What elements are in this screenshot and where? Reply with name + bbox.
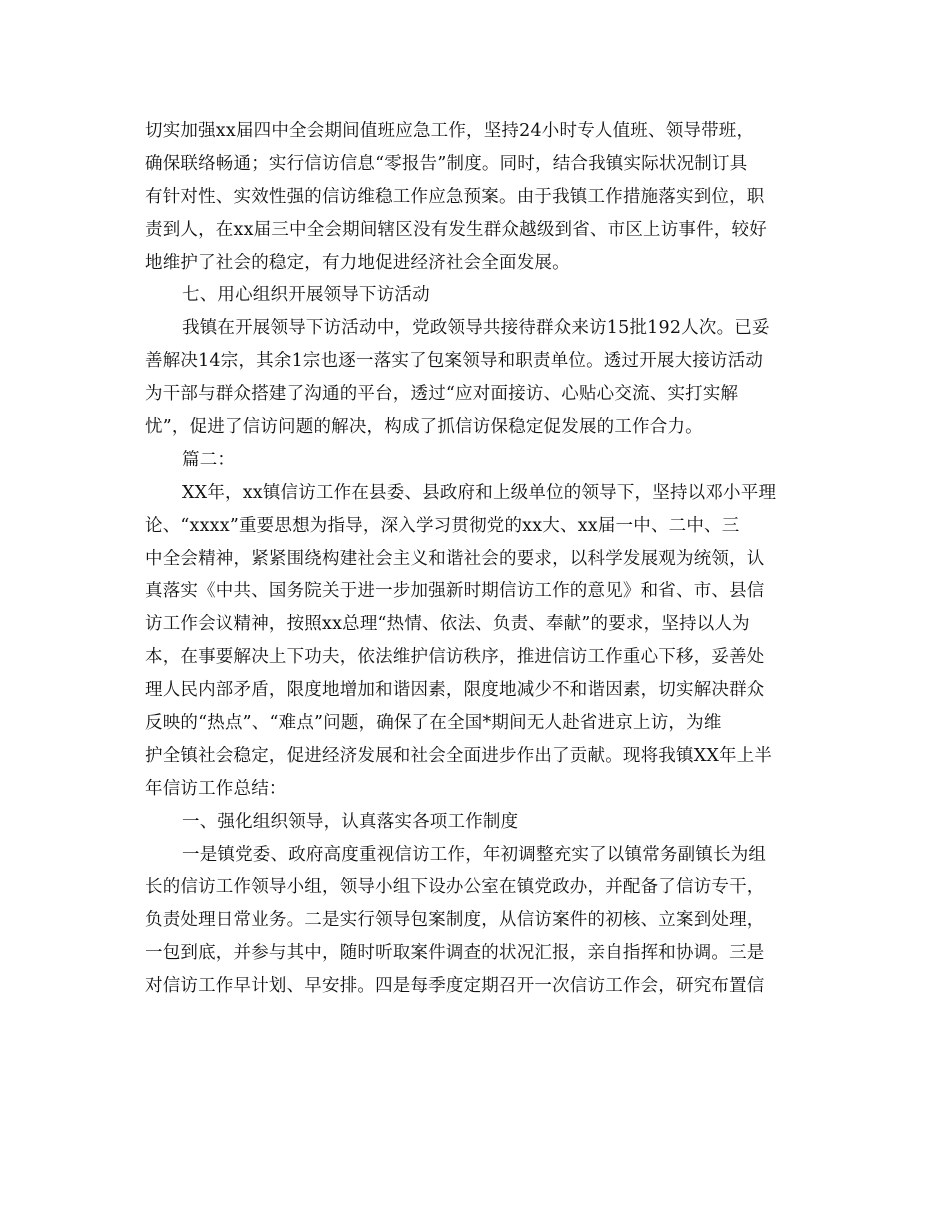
text-line: 有针对性、实效性强的信访维稳工作应急预案。由于我镇工作措施落实到位，职 <box>145 186 765 207</box>
text-line: 一是镇党委、政府高度重视信访工作，年初调整充实了以镇常务副镇长为组 <box>182 844 767 865</box>
text-line: XX年，xx镇信访工作在县委、县政府和上级单位的领导下，坚持以邓小平理 <box>182 482 777 503</box>
text-line: 访工作会议精神，按照xx总理“热情、依法、负责、奉献”的要求，坚持以人为 <box>145 614 750 635</box>
text-line: 真落实《中共、国务院关于进一步加强新时期信访工作的意见》和省、市、县信 <box>145 581 765 602</box>
text-line: 责到人，在xx届三中全会期间辖区没有发生群众越级到省、市区上访事件，较好 <box>145 219 767 240</box>
text-line: 忧”，促进了信访问题的解决，构成了抓信访保稳定促发展的工作合力。 <box>145 417 703 438</box>
text-line: 为干部与群众搭建了沟通的平台，透过“应对面接访、心贴心交流、实打实解 <box>145 384 739 405</box>
text-line: 论、“xxxx”重要思想为指导，深入学习贯彻党的xx大、xx届一中、二中、三 <box>145 515 740 536</box>
text-line: 一、强化组织领导，认真落实各项工作制度 <box>182 811 519 832</box>
text-line: 切实加强xx届四中全会期间值班应急工作，坚持24小时专人值班、领导带班， <box>145 121 755 141</box>
text-line: 理人民内部矛盾，限度地增加和谐因素，限度地减少不和谐因素，切实解决群众 <box>145 680 765 701</box>
text-line: 我镇在开展领导下访活动中，党政领导共接待群众来访15批192人次。已妥 <box>182 318 770 339</box>
document-body <box>145 115 811 1003</box>
text-line: 中全会精神，紧紧围绕构建社会主义和谐社会的要求，以科学发展观为统领，认 <box>145 548 765 569</box>
text-line: 护全镇社会稳定，促进经济发展和社会全面进步作出了贡献。现将我镇XX年上半 <box>145 745 773 766</box>
text-line: 长的信访工作领导小组，领导小组下设办公室在镇党政办，并配备了信访专干， <box>145 877 765 898</box>
text-line: 七、用心组织开展领导下访活动 <box>182 285 430 306</box>
text-line: 确保联络畅通；实行信访信息“零报告”制度。同时，结合我镇实际状况制订具 <box>145 153 748 174</box>
text-line: 善解决14宗，其余1宗也逐一落实了包案领导和职责单位。透过开展大接访活动 <box>145 351 764 372</box>
text-line: 篇二： <box>182 449 236 470</box>
text-line: 对信访工作早计划、早安排。四是每季度定期召开一次信访工作会，研究布置信 <box>145 976 765 997</box>
text-line: 一包到底，并参与其中，随时听取案件调查的状况汇报，亲自指挥和协调。三是 <box>145 943 765 964</box>
text-line: 年信访工作总结： <box>145 778 287 799</box>
text-line: 本，在事要解决上下功夫，依法维护信访秩序，推进信访工作重心下移，妥善处 <box>145 647 765 668</box>
text-line: 地维护了社会的稳定，有力地促进经济社会全面发展。 <box>145 252 570 273</box>
text-line: 负责处理日常业务。二是实行领导包案制度，从信访案件的初核、立案到处理， <box>145 910 765 931</box>
text-line: 反映的“热点”、“难点”问题，确保了在全国*期间无人赴省进京上访，为维 <box>145 713 722 734</box>
